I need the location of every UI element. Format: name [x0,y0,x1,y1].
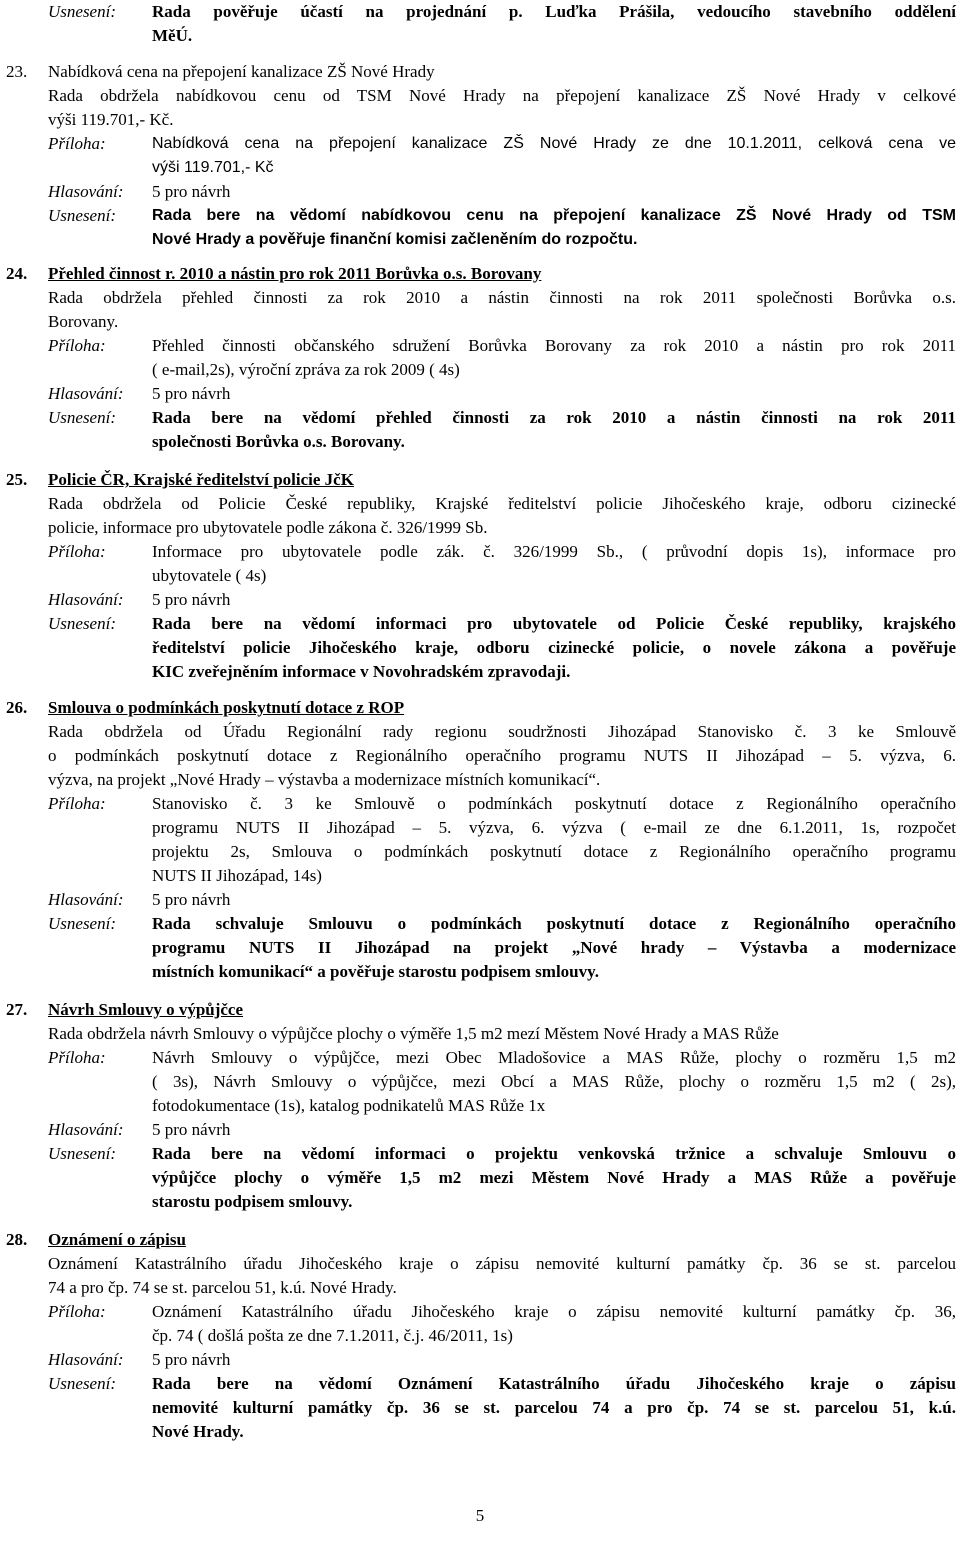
item-title: Nabídková cena na přepojení kanalizace ZŠ Nové Hrady [48,62,435,81]
resolution-row [48,406,956,454]
resolution-text: Rada bere na vědomí přehled činnosti za rok 2010 a nástin činnosti na rok 2011 společnosti Borůvka o.s. Borovany. [152,408,956,451]
resolution-row [48,1372,956,1444]
attachment-row [48,792,956,888]
agenda-item-24 [6,262,956,454]
item-intro: Rada obdržela od Policie České republiky, Krajské ředitelství policie Jihočeského kraje, odboru cizinecké [48,494,956,513]
item-intro: Rada obdržela nabídkovou cenu od TSM Nové Hrady na přepojení kanalizace ZŠ Nové Hrady v celkové [48,86,956,105]
resolution-label: Usnesení: [48,914,116,933]
item-intro: Rada obdržela přehled činnosti za rok 2010 a nástin činnosti na rok 2011 společnosti Borůvka o.s. [48,288,956,307]
top-resolution [48,0,956,48]
item-title: Návrh Smlouvy o výpůjčce [48,1000,244,1019]
attachment-row [48,540,956,588]
vote-text: 5 pro návrh [152,1350,231,1369]
item-number: 23. [6,62,28,81]
vote-text: 5 pro návrh [152,1120,231,1139]
vote-label: Hlasování: [48,182,124,201]
attachment-row [48,334,956,382]
vote-text: 5 pro návrh [152,384,231,403]
agenda-item-27 [6,998,956,1214]
vote-row [48,1348,956,1372]
vote-label: Hlasování: [48,590,124,609]
item-heading [6,468,956,492]
attachment-text: Oznámení Katastrálního úřadu Jihočeského kraje o zápisu nemovité kulturní památky čp. 36, čp. 74 ( došlá pošta ze dne 7.1.2011, č.j. 46/2011, 1s) [152,1302,956,1345]
item-number: 24. [6,264,28,283]
vote-label: Hlasování: [48,384,124,403]
attachment-label: Příloha: [48,1302,106,1321]
attachment-label: Příloha: [48,542,106,561]
attachment-row [48,132,956,180]
agenda-item-23 [6,60,956,252]
item-number: 26. [6,698,28,717]
vote-label: Hlasování: [48,1120,124,1139]
agenda-item-28 [6,1228,956,1444]
vote-row [48,1118,956,1142]
minutes-body [6,0,956,1444]
resolution-label: Usnesení: [48,2,116,21]
attachment-row [48,1300,956,1348]
resolution-label: Usnesení: [48,614,116,633]
attachment-text: Stanovisko č. 3 ke Smlouvě o podmínkách poskytnutí dotace z Regionálního operačního programu NUTS II Jihozápad – 5. výzva, 6. výzva ( e-mail ze dne 6.1.2011, 1s, rozpočet projektu 2s, Smlouva o podmínkách poskytnutí dotace z Regionálního operačního programu NUTS II Jihozápad, 14s) [152,794,956,885]
item-heading [6,998,956,1022]
agenda-item-25 [6,468,956,684]
resolution-text: Rada bere na vědomí Oznámení Katastrálního úřadu Jihočeského kraje o zápisu nemovité kulturní památky čp. 36 se st. parcelou 74 a pro čp. 74 se st. parcelou 51, k.ú. Nové Hrady. [152,1374,956,1441]
item-number: 27. [6,1000,28,1019]
item-intro: Borovany. [48,312,119,331]
vote-text: 5 pro návrh [152,590,231,609]
item-heading [6,696,956,720]
attachment-text: Návrh Smlouvy o výpůjčce, mezi Obec Mladošovice a MAS Růže, plochy o rozměru 1,5 m2 ( 3s), Návrh Smlouvy o výpůjčce, mezi Obcí a MAS Růže, plochy o rozměru 1,5 m2 ( 2s), fotodokumentace (1s), katalog podnikatelů MAS Růže 1x [152,1048,956,1115]
item-title: Smlouva o podmínkách poskytnutí dotace z ROP [48,698,405,717]
resolution-label: Usnesení: [48,1374,116,1393]
item-heading [6,262,956,286]
vote-row [48,180,956,204]
resolution-label: Usnesení: [48,408,116,427]
resolution-text: Rada bere na vědomí nabídkovou cenu na přepojení kanalizace ZŠ Nové Hrady od TSM Nové Hrady a pověřuje finanční komisi začleněním do rozpočtu. [152,207,956,248]
resolution-label: Usnesení: [48,206,116,225]
attachment-row [48,1046,956,1118]
item-intro: 74 a pro čp. 74 se st. parcelou 51, k.ú. Nové Hrady. [48,1278,397,1297]
attachment-label: Příloha: [48,336,106,355]
agenda-item-26 [6,696,956,984]
resolution-row [48,912,956,984]
item-intro: Rada obdržela návrh Smlouvy o výpůjčce plochy o výměře 1,5 m2 mezí Městem Nové Hrady a MAS Růže [48,1024,779,1043]
item-intro: Oznámení Katastrálního úřadu Jihočeského kraje o zápisu nemovité kulturní památky čp. 36 se st. parcelou [48,1254,956,1273]
attachment-label: Příloha: [48,1048,106,1067]
vote-row [48,588,956,612]
page-number: 5 [475,1506,485,1525]
item-number: 28. [6,1230,28,1249]
resolution-label: Usnesení: [48,1144,116,1163]
vote-row [48,382,956,406]
item-number: 25. [6,470,28,489]
item-heading [6,60,956,84]
item-intro: výzva, na projekt „Nové Hrady – výstavba a modernizace místních komunikací“. [48,770,601,789]
item-intro: výši 119.701,- Kč. [48,110,174,129]
item-title: Přehled činnost r. 2010 a nástin pro rok 2011 Borůvka o.s. Borovany [48,264,542,283]
attachment-text: Nabídková cena na přepojení kanalizace ZŠ Nové Hrady ze dne 10.1.2011, celková cena ve výši 119.701,- Kč [152,135,956,176]
resolution-row [48,204,956,252]
resolution-text: Rada pověřuje účastí na projednání p. Luďka Prášila, vedoucího stavebního oddělení MěÚ. [152,2,956,45]
attachment-text: Přehled činnosti občanského sdružení Borůvka Borovany za rok 2010 a nástin pro rok 2011 ( e-mail,2s), výroční zpráva za rok 2009 ( 4s) [152,336,956,379]
attachment-text: Informace pro ubytovatele podle zák. č. 326/1999 Sb., ( průvodní dopis 1s), informace pro ubytovatele ( 4s) [152,542,956,585]
item-intro: Rada obdržela od Úřadu Regionální rady regionu soudržnosti Jihozápad Stanovisko č. 3 ke Smlouvě [48,722,956,741]
vote-text: 5 pro návrh [152,182,231,201]
resolution-text: Rada bere na vědomí informaci pro ubytovatele od Policie České republiky, krajského ředitelství policie Jihočeského kraje, odboru cizinecké policie, o novele zákona a pověřuje KIC zveřejněním informace v Novohradském zpravodaji. [152,614,956,681]
resolution-row [48,1142,956,1214]
resolution-text: Rada bere na vědomí informaci o projektu venkovská tržnice a schvaluje Smlouvu o výpůjčce plochy o výměře 1,5 m2 mezi Městem Nové Hrady a MAS Růže a pověřuje starostu podpisem smlouvy. [152,1144,956,1211]
vote-row [48,888,956,912]
resolution-text: Rada schvaluje Smlouvu o podmínkách poskytnutí dotace z Regionálního operačního programu NUTS II Jihozápad na projekt „Nové hrady – Výstavba a modernizace místních komunikací“ a pověřuje starostu podpisem smlouvy. [152,914,956,981]
item-heading [6,1228,956,1252]
item-title: Oznámení o zápisu [48,1230,186,1249]
resolution-row [48,612,956,684]
attachment-label: Příloha: [48,794,106,813]
attachment-label: Příloha: [48,134,106,153]
item-intro: o podmínkách poskytnutí dotace z Regionálního operačního programu NUTS II Jihozápad – 5. výzva, 6. [48,746,956,765]
item-intro: policie, informace pro ubytovatele podle zákona č. 326/1999 Sb. [48,518,488,537]
vote-label: Hlasování: [48,890,124,909]
vote-label: Hlasování: [48,1350,124,1369]
vote-text: 5 pro návrh [152,890,231,909]
item-title: Policie ČR, Krajské ředitelství policie JčK [48,470,354,489]
